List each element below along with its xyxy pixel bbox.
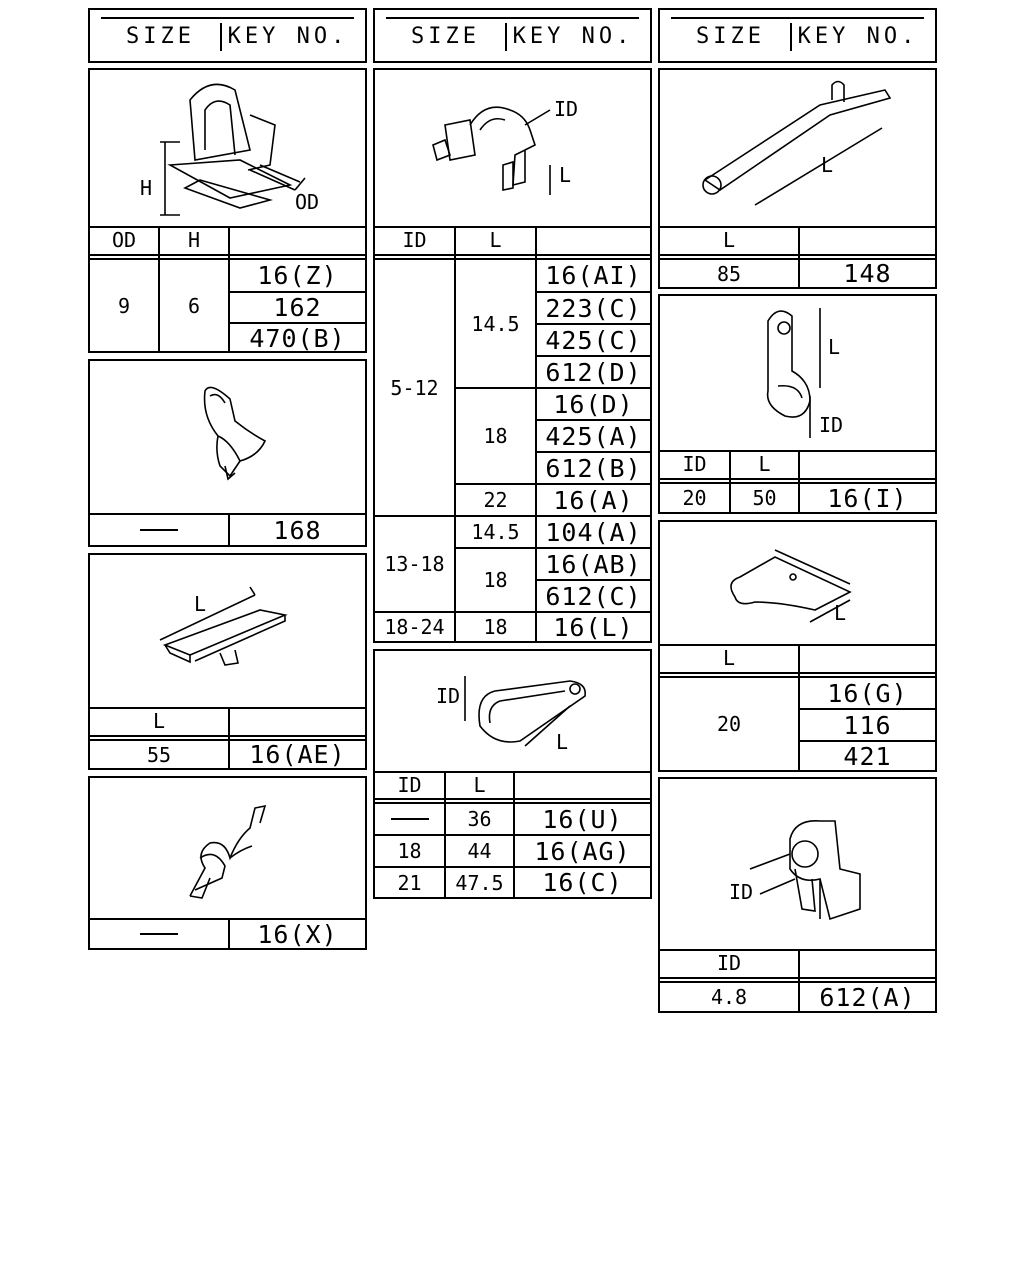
- clip-illustration: [90, 361, 365, 515]
- l-value: 55: [146, 742, 172, 767]
- key-no: 16(AI): [545, 261, 642, 290]
- clip-illustration: [90, 555, 365, 709]
- header-size: SIZE: [125, 24, 195, 49]
- dimension-id-label: ID: [728, 880, 754, 904]
- col-l: L: [473, 772, 486, 797]
- clip-table-16x: [88, 776, 367, 950]
- key-no: 16(X): [257, 919, 338, 949]
- l-value: 20: [716, 712, 742, 736]
- clip-illustration: [660, 522, 935, 646]
- col-l: L: [722, 646, 736, 670]
- key-no: 421: [843, 741, 892, 771]
- clip-table-l55: [88, 553, 367, 770]
- od-value: 9: [117, 294, 131, 318]
- l-value: 14.5: [471, 520, 520, 544]
- clip-table-id-l-2: [373, 649, 652, 899]
- key-no: 104(A): [545, 517, 642, 547]
- key-no: 16(L): [553, 612, 634, 642]
- col-l: L: [758, 452, 771, 476]
- key-no: 16(D): [553, 389, 634, 419]
- clip-illustration: [375, 70, 650, 228]
- id-value: 18: [397, 839, 422, 863]
- col-l: L: [722, 228, 736, 252]
- clip-illustration: [90, 70, 365, 228]
- header-col3: [658, 8, 937, 63]
- dimension-l-label: L: [827, 335, 841, 359]
- clip-table-id4-8: [658, 777, 937, 1013]
- dimension-id-label: ID: [553, 97, 579, 121]
- l-value: 22: [483, 488, 508, 512]
- col-id: ID: [402, 228, 427, 252]
- id-value: 18-24: [384, 615, 445, 639]
- dimension-l-label: L: [555, 730, 569, 754]
- key-no: 612(A): [819, 982, 916, 1012]
- size-none: [90, 920, 228, 948]
- id-value: 20: [682, 486, 707, 510]
- dimension-l-label: L: [820, 153, 834, 177]
- clip-table-l20: [658, 520, 937, 772]
- id-value: [375, 804, 444, 834]
- key-no: 612(C): [545, 581, 642, 611]
- col-id: ID: [716, 951, 742, 975]
- clip-table-id20-l50: [658, 294, 937, 514]
- l-value: 14.5: [471, 311, 520, 336]
- l-value: 36: [467, 807, 492, 831]
- col-l: L: [489, 228, 502, 252]
- clip-illustration: [660, 70, 935, 228]
- size-none: [90, 515, 228, 545]
- dimension-id-label: ID: [818, 413, 844, 437]
- col-l: L: [152, 709, 166, 733]
- col-od: OD: [111, 228, 137, 252]
- key-no: 425(C): [545, 325, 642, 355]
- dimension-id-label: ID: [435, 684, 461, 708]
- clip-table-l85: [658, 68, 937, 289]
- key-no: 425(A): [545, 421, 642, 451]
- header-key-no: KEY NO.: [797, 24, 919, 49]
- l-value: 18: [483, 568, 508, 592]
- l-value: 18: [483, 424, 508, 448]
- key-no: 148: [843, 259, 892, 288]
- clip-table-od-h: [88, 68, 367, 353]
- header-col1: [88, 8, 367, 63]
- key-no: 223(C): [545, 293, 642, 323]
- col-id: ID: [682, 452, 707, 476]
- key-no: 16(I): [827, 483, 908, 513]
- dimension-h-label: H: [139, 176, 153, 200]
- l-value: 18: [483, 615, 508, 639]
- key-no: 16(AG): [534, 836, 631, 866]
- h-value: 6: [187, 294, 201, 318]
- id-value: 5-12: [390, 375, 439, 400]
- key-no: 16(A): [553, 485, 634, 515]
- clip-table-168: [88, 359, 367, 547]
- l-value: 50: [752, 486, 777, 510]
- key-no: 116: [843, 710, 892, 740]
- key-no: 16(C): [542, 868, 623, 897]
- header-key-no: KEY NO.: [227, 24, 349, 49]
- clip-illustration: [660, 296, 935, 452]
- dimension-l-label: L: [558, 163, 572, 187]
- col-id: ID: [397, 772, 422, 797]
- dimension-l-label: L: [193, 592, 207, 616]
- key-no: 612(D): [545, 357, 642, 387]
- header-size: SIZE: [695, 24, 765, 49]
- l-value: 47.5: [455, 870, 504, 895]
- key-no: 16(AE): [249, 740, 346, 769]
- key-no: 612(B): [545, 453, 642, 483]
- header-size: SIZE: [410, 24, 480, 49]
- key-no: 16(Z): [257, 261, 338, 290]
- key-no: 16(G): [827, 678, 908, 708]
- dimension-od-label: OD: [294, 190, 320, 214]
- clip-illustration: [375, 651, 650, 773]
- id-value: 4.8: [710, 985, 748, 1009]
- id-value: 21: [397, 870, 422, 895]
- key-no: 162: [273, 293, 322, 322]
- clip-table-id-l: [373, 68, 652, 643]
- id-value: 13-18: [384, 552, 445, 576]
- dimension-l-label: L: [833, 601, 847, 625]
- header-key-no: KEY NO.: [512, 24, 634, 49]
- header-col2: [373, 8, 652, 63]
- clip-illustration: [660, 779, 935, 951]
- key-no: 470(B): [249, 324, 346, 353]
- key-no: 16(U): [542, 804, 623, 834]
- col-h: H: [187, 228, 201, 252]
- key-no: 168: [273, 515, 322, 545]
- key-no: 16(AB): [545, 549, 642, 579]
- clip-illustration: [90, 778, 365, 920]
- l-value: 85: [716, 261, 742, 286]
- l-value: 44: [467, 839, 492, 863]
